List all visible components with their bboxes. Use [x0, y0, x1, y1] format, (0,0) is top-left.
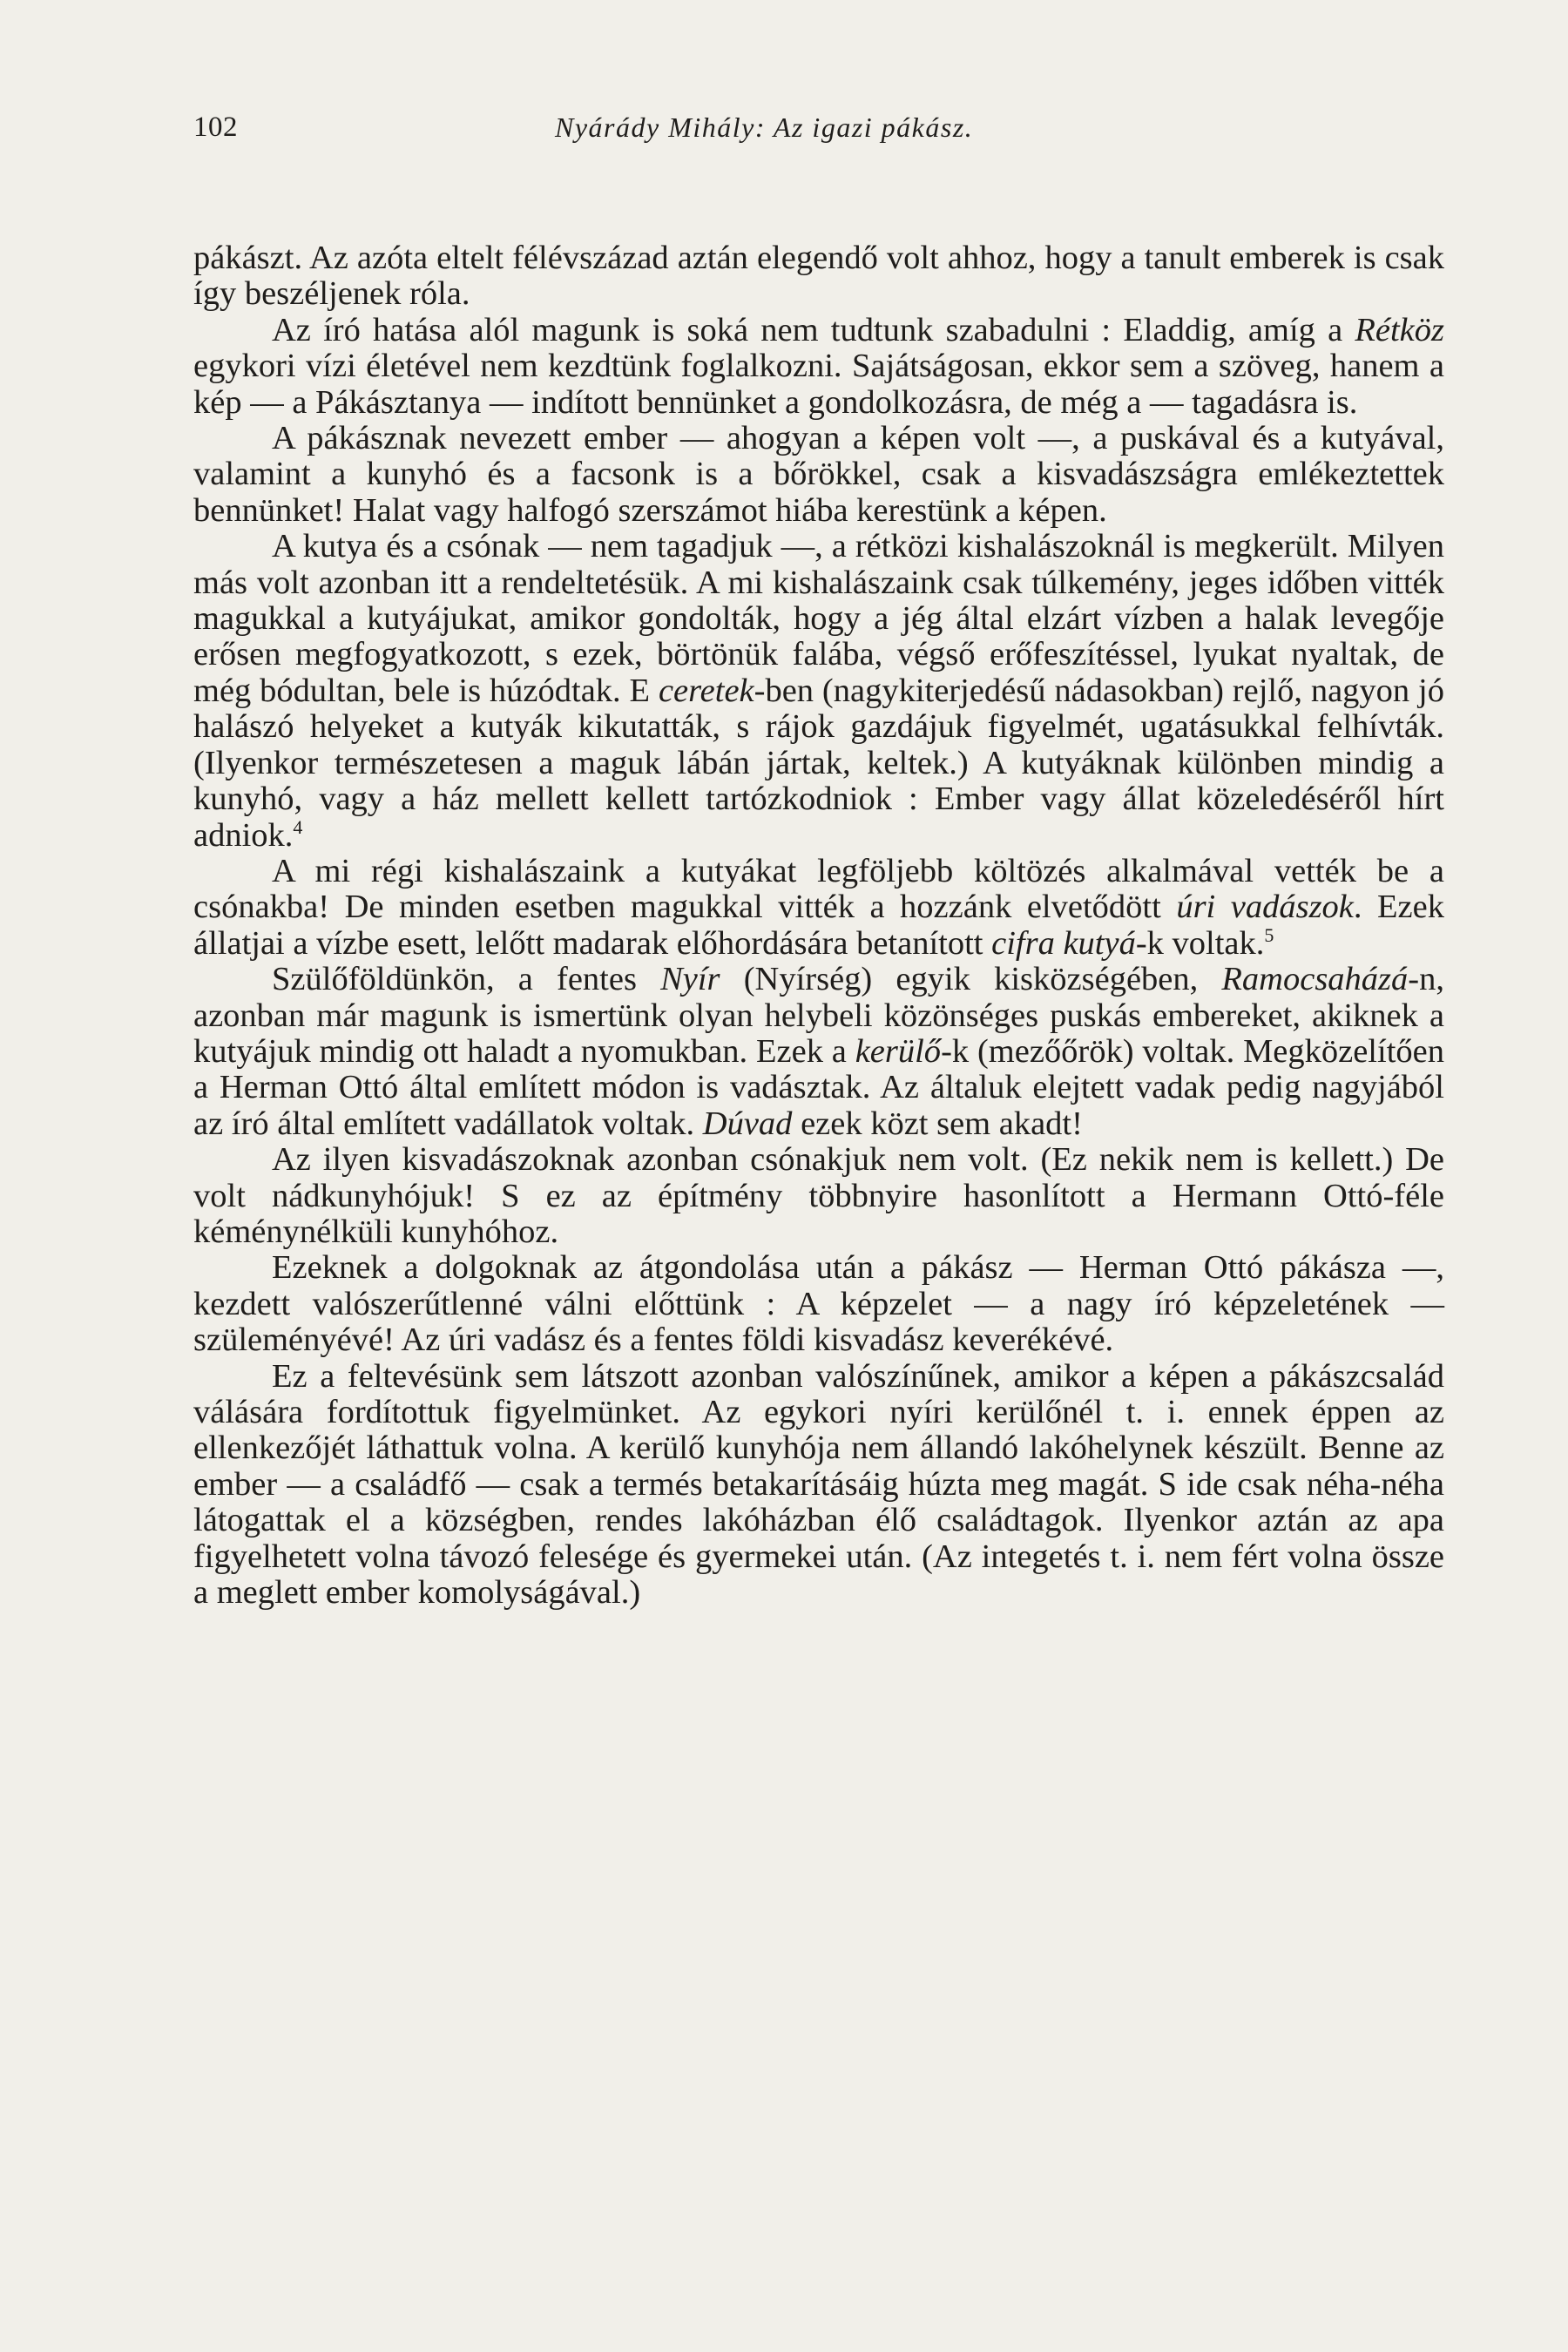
text-run: pákászt. Az azóta eltelt félévszázad aztán elegendő volt ahhoz, hogy a tanult emberek is csak így beszéljenek róla.: [193, 240, 1444, 313]
paragraph-p7: [193, 1142, 1444, 1250]
running-head: Nyárády Mihály: Az igazi pákász.: [555, 112, 974, 143]
italic-term: cifra kutyá: [991, 924, 1136, 962]
text-run: ezek közt sem akadt!: [792, 1105, 1083, 1142]
paragraph-p1: [193, 240, 1444, 313]
text-run: egykori vízi életével nem kezdtünk foglalkozni. Sajátságosan, ekkor sem a szöveg, hanem a kép — a Pákásztanya — indított bennünket a gondolkozásra, de még a — tagadásra is.: [193, 348, 1444, 421]
body-text: [193, 240, 1444, 1611]
paragraph-p6: [193, 962, 1444, 1142]
footnote-ref: 5: [1264, 923, 1274, 946]
paragraph-p9: [193, 1359, 1444, 1612]
text-run: Az ilyen kisvadászoknak azonban csónakjuk nem volt. (Ez nekik nem is kellett.) De volt nádkunyhójuk! S ez az építmény többnyire hasonlított a Hermann Ottó-féle kéménynélküli kunyhóhoz.: [193, 1141, 1444, 1250]
page-number: 102: [193, 112, 238, 143]
italic-term: Dúvad: [702, 1105, 793, 1142]
paragraph-p5: [193, 854, 1444, 962]
page-header: [193, 112, 1448, 152]
italic-term: kerülő: [855, 1032, 942, 1070]
text-run: -n, azonban már magunk is ismertünk olyan helybeli közönséges puskás embereket, akiknek a kutyájuk mindig ott haladt a nyomukban. Ezek a: [193, 961, 1444, 1070]
text-run: A pákásznak nevezett ember — ahogyan a képen volt —, a puskával és a kutyával, valamint a kunyhó és a facsonk is a bőrökkel, csak a kisvadászságra emlékeztettek bennünket! Halat vagy halfogó szerszámot hiába kerestünk a képen.: [193, 420, 1444, 529]
text-run: A kutya és a csónak — nem tagadjuk —, a rétközi kishalászoknál is megkerült. Milyen más volt azonban itt a rendeltetésük. A mi kishalászaink csak túlkemény, jeges időben vitték magukkal a kutyájukat, amikor gondolták, hogy a jég által elzárt vízben a halak levegője erősen megfogyatkozott, s ezek, börtönük falába, végső erőfeszítéssel, lyukat nyaltak, de még bódultan, bele is húzódtak. E: [193, 528, 1444, 709]
italic-term: Ramocsaházá: [1221, 961, 1409, 998]
paragraph-p4: [193, 529, 1444, 854]
italic-term: Rétköz: [1355, 311, 1444, 348]
paragraph-p8: [193, 1250, 1444, 1358]
text-run: Szülőföldünkön, a fentes: [272, 961, 661, 998]
italic-term: úri vadászok: [1176, 889, 1354, 926]
text-run: -k (mezőőrök) voltak. Megközelítően a Herman Ottó által említett módon is vadásztak. Az általuk elejtett vadak pedig nagyjából az író által említett vadállatok voltak.: [193, 1032, 1444, 1142]
text-run: -k voltak.: [1135, 924, 1265, 962]
italic-term: ceretek: [658, 672, 754, 709]
text-run: Ez a feltevésünk sem látszott azonban valószínűnek, amikor a képen a pákászcsalád válására fordítottuk figyelmünket. Az egykori nyíri kerülőnél t. i. ennek éppen az ellenkezőjét láthattuk volna. A kerülő kunyhója nem állandó lakóhelynek készült. Benne az ember — a családfő — csak a termés betakarításáig húzta meg magát. S ide csak néha-néha látogattak el a községben, rendes lakóházban élő családtagok. Ilyenkor aztán az apa figyelhetett volna távozó felesége és gyermekei után. (Az integetés t. i. nem fért volna össze a meglett ember komolyságával.): [193, 1357, 1444, 1612]
footnote-ref: 4: [293, 815, 303, 838]
italic-term: Nyír: [660, 961, 720, 998]
paragraph-p3: [193, 421, 1444, 529]
text-run: Az író hatása alól magunk is soká nem tudtunk szabadulni : Eladdig, amíg a: [272, 311, 1355, 348]
text-run: . Ezek állatjai a vízbe esett, lelőtt madarak előhordására betanított: [193, 889, 1444, 962]
text-run: A mi régi kishalászaink a kutyákat legföljebb költözés alkalmával vették be a csónakba! De minden esetben magukkal vitték a hozzánk elvetődött: [193, 852, 1444, 926]
paragraph-p2: [193, 313, 1444, 421]
text-run: (Nyírség) egyik kisközségében,: [720, 961, 1222, 998]
text-run: -ben (nagykiterjedésű nádasokban) rejlő, nagyon jó halászó helyeket a kutyák kikutatták, s rájok gazdájuk figyelmét, ugatásukkal felhívták. (Ilyenkor természetesen a maguk lábán jártak, keltek.) A kutyáknak különben mindig a kunyhó, vagy a ház mellett kellett tartózkodniok : Ember vagy állat közeledéséről hírt adniok.: [193, 672, 1444, 854]
text-run: Ezeknek a dolgoknak az átgondolása után a pákász — Herman Ottó pákásza —, kezdett valószerűtlenné válni előttünk : A képzelet — a nagy író képzeletének — szüleményévé! Az úri vadász és a fentes földi kisvadász keverékévé.: [193, 1249, 1444, 1359]
